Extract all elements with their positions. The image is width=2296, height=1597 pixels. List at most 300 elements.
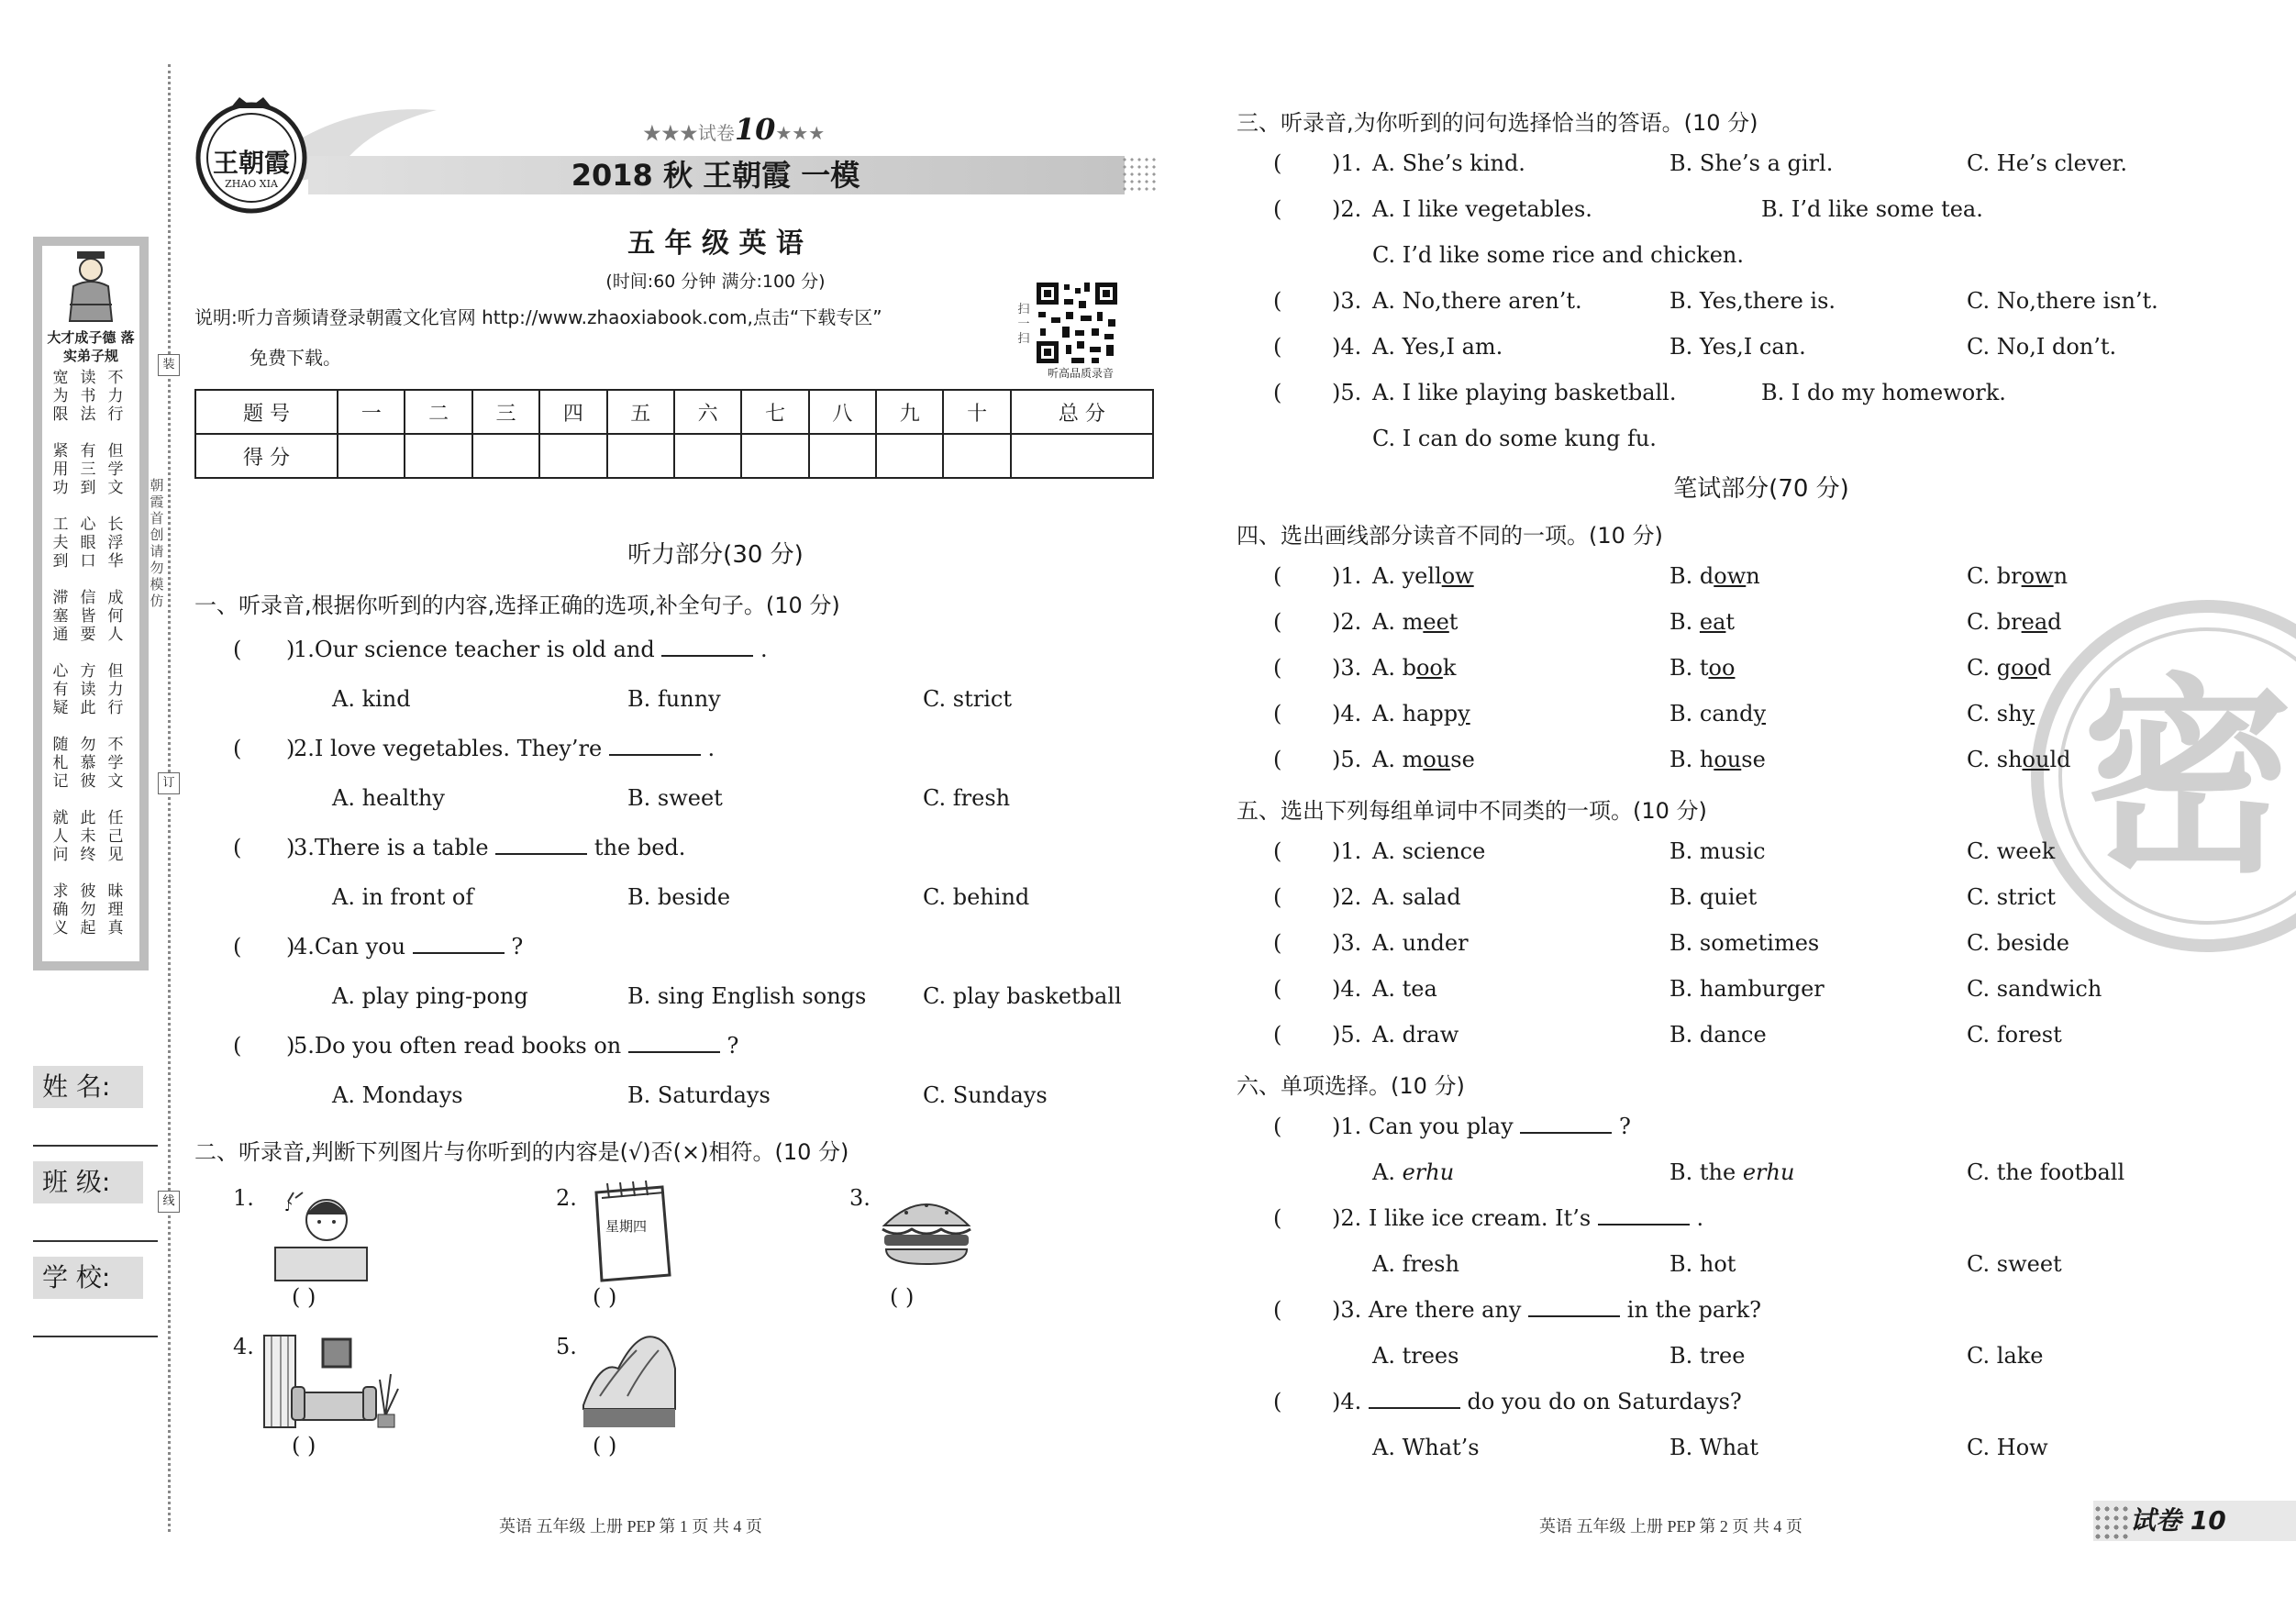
option[interactable] [1967, 1159, 2124, 1185]
motto-column: 信皆要 [80, 589, 96, 644]
motto-column: 滞塞通 [52, 589, 69, 644]
motto-column: 心眼口 [80, 516, 96, 571]
question-stem [294, 736, 715, 761]
option[interactable] [1372, 701, 1470, 726]
score-input-cell[interactable] [674, 434, 741, 478]
underlined-part: ou [1714, 747, 1742, 772]
written-title: 笔试部分(70 分) [1673, 475, 1849, 503]
answer-paren[interactable]: ( [1273, 334, 1282, 360]
option[interactable]: B. I’d like some tea. [1761, 196, 1983, 222]
option-text: A. m [1372, 609, 1424, 635]
question-number: 2. [294, 736, 315, 761]
question-number: )5. [1332, 380, 1362, 405]
option[interactable]: B. quiet [1669, 884, 1758, 910]
footer-right: 英语 五年级 上册 PEP 第 2 页 共 4 页 [1539, 1517, 1802, 1536]
answer-blank[interactable] [628, 1033, 720, 1053]
section2-title: 二、听录音,判断下列图片与你听到的内容是(√)否(×)相符。(10 分) [194, 1139, 849, 1165]
question-number: )2. [1332, 609, 1362, 635]
score-header-cell: 题 号 [195, 390, 338, 434]
option[interactable]: A. under [1372, 930, 1469, 956]
option[interactable] [1372, 609, 1458, 635]
option-text: B. cand [1669, 701, 1754, 726]
answer-blank[interactable] [495, 835, 587, 855]
stem-text: ? [1618, 1114, 1631, 1139]
answer-paren[interactable]: ( [1273, 884, 1282, 910]
option[interactable]: B. sing English songs [627, 983, 867, 1009]
answer-blank[interactable] [609, 736, 701, 756]
answer-paren-close: ) [286, 736, 295, 761]
motto-top: 大才成子德 落实弟子规 [47, 329, 135, 364]
motto-column: 此未终 [80, 809, 96, 864]
underlined-part: ow [1714, 563, 1747, 589]
answer-paren[interactable]: ( [1273, 655, 1282, 681]
answer-paren[interactable]: ( [1273, 380, 1282, 405]
option[interactable] [1669, 1251, 1736, 1277]
option[interactable]: C. beside [1967, 930, 2069, 956]
motto-column: 宽为限 [52, 369, 69, 424]
option-text: B. t [1669, 655, 1709, 681]
score-header-cell: 总 分 [1011, 390, 1153, 434]
score-input-cell[interactable] [809, 434, 876, 478]
question-number: )5. [1332, 747, 1362, 772]
option[interactable]: B. hamburger [1669, 976, 1825, 1002]
scholar-illustration [66, 250, 116, 323]
question-number: )2. [1332, 1205, 1362, 1231]
paper-number [624, 112, 844, 147]
option[interactable] [1372, 1251, 1459, 1277]
living-room-picture [261, 1334, 404, 1429]
answer-paren[interactable]: ( ) [593, 1433, 617, 1458]
option[interactable] [1967, 1435, 2048, 1460]
option-text: C. br [1967, 609, 2022, 635]
answer-blank[interactable] [661, 637, 753, 657]
option-text: C. g [1967, 655, 2012, 681]
stamp-text: 密 [2082, 657, 2294, 902]
motto-column: 勿慕彼 [80, 736, 96, 791]
motto-column: 但学文 [107, 442, 124, 497]
underlined-part: oo [1415, 655, 1443, 681]
question-number: )2. [1332, 196, 1362, 222]
underlined-part: ow [1441, 563, 1474, 589]
answer-paren[interactable]: ( [233, 934, 242, 959]
question-number: )4. [1332, 1389, 1362, 1414]
score-input-cell[interactable] [741, 434, 808, 478]
option[interactable]: C. I’d like some rice and chicken. [1372, 242, 1744, 268]
option[interactable]: B. music [1669, 838, 1766, 864]
answer-paren[interactable]: ( [1273, 196, 1282, 222]
binding-left-text: 朝霞首创 请勿模仿 [150, 477, 164, 609]
answer-paren[interactable]: ( ) [890, 1284, 915, 1310]
score-header-cell: 三 [472, 390, 539, 434]
score-header-cell: 一 [338, 390, 405, 434]
option[interactable] [1669, 655, 1735, 681]
option-text: ld [2049, 747, 2071, 772]
stem-text: Are there any [1368, 1297, 1522, 1323]
underlined-part: ee [1423, 609, 1449, 635]
question-number: )4. [1332, 701, 1362, 726]
answer-paren[interactable]: ( [1273, 1114, 1282, 1139]
section5-title: 五、选出下列每组单词中不同类的一项。(10 分) [1237, 798, 1707, 824]
listening-title: 听力部分(30 分) [627, 541, 804, 569]
section3-title: 三、听录音,为你听到的问句选择恰当的答语。(10 分) [1237, 110, 1758, 136]
option[interactable]: C. No,there isn’t. [1967, 288, 2158, 314]
underlined-part: ea [2021, 609, 2048, 635]
paper-no: 10 [734, 112, 776, 147]
answer-paren-close: ) [286, 637, 295, 662]
question-stem [1332, 1297, 1761, 1323]
answer-paren[interactable]: ( [1273, 747, 1282, 772]
question-number: 3. [294, 835, 315, 860]
answer-blank[interactable] [1520, 1114, 1612, 1134]
option-text: B. [1669, 609, 1700, 635]
question-number: )1. [1332, 1114, 1362, 1139]
option-text: A. yell [1372, 563, 1442, 589]
option[interactable]: B. She’s a girl. [1669, 150, 1834, 176]
binding-line [168, 64, 171, 1532]
option[interactable]: C. He’s clever. [1967, 150, 2128, 176]
option[interactable]: C. Sundays [923, 1082, 1048, 1108]
motto-column: 成何人 [107, 589, 124, 644]
option-text: A. [1372, 1159, 1403, 1185]
answer-paren[interactable]: ( [1273, 976, 1282, 1002]
answer-paren[interactable]: ( ) [292, 1433, 316, 1458]
exam-title: 2018 秋 王朝霞 一模 [571, 158, 860, 193]
section4-title: 四、选出画线部分读音不同的一项。(10 分) [1237, 523, 1663, 549]
option-text: C. sh [1967, 747, 2023, 772]
option[interactable]: B. Yes,there is. [1669, 288, 1836, 314]
logo-sub: ZHAO XIA [225, 178, 278, 190]
option-text: C. lake [1967, 1343, 2044, 1369]
motto-columns [51, 369, 134, 956]
underlined-part: y [2022, 701, 2035, 726]
stem-text: ? [511, 934, 524, 959]
underlined-part: oo [1708, 655, 1736, 681]
name-label: 姓 名: [33, 1066, 143, 1108]
class-field[interactable] [33, 1240, 158, 1242]
question-stem [294, 637, 768, 662]
stem-text: Do you often read books on [314, 1033, 622, 1059]
title-dots [1121, 156, 1158, 194]
option-text: B. the [1669, 1159, 1743, 1185]
answer-paren[interactable]: ( [233, 1033, 242, 1059]
stem-text: do you do on Saturdays? [1467, 1389, 1742, 1414]
stem-text: . [707, 736, 715, 761]
option[interactable] [1967, 655, 2051, 681]
binding-mark: 装 [158, 354, 180, 376]
score-header-cell: 十 [943, 390, 1010, 434]
question-number: 1. [294, 637, 315, 662]
question-stem [294, 934, 523, 959]
option[interactable]: C. behind [923, 884, 1030, 910]
question-number: )1. [1332, 838, 1362, 864]
answer-paren[interactable]: ( [1273, 563, 1282, 589]
option[interactable]: C. sandwich [1967, 976, 2102, 1002]
question-number: )2. [1332, 884, 1362, 910]
stem-text: There is a table [314, 835, 489, 860]
option[interactable] [1669, 563, 1760, 589]
pic-label-4: 4. [233, 1334, 254, 1359]
qr-code-icon [1035, 281, 1119, 365]
motto-column: 紧用功 [52, 442, 69, 497]
option[interactable]: C. fresh [923, 785, 1011, 811]
answer-paren-close: ) [286, 835, 295, 860]
option[interactable]: B. dance [1669, 1022, 1767, 1048]
option[interactable]: C. I can do some kung fu. [1372, 426, 1657, 451]
answer-blank[interactable] [1369, 1389, 1460, 1409]
option-text: B. d [1669, 563, 1714, 589]
option[interactable]: C. strict [1967, 884, 2056, 910]
question-stem [1332, 1205, 1703, 1231]
answer-paren[interactable]: ( ) [292, 1284, 316, 1310]
motto-column: 有三到 [80, 442, 96, 497]
score-header-cell: 九 [876, 390, 943, 434]
binding-mark: 线 [158, 1191, 180, 1213]
question-stem [294, 835, 685, 860]
option-text: C. the football [1967, 1159, 2125, 1185]
option-text: d [2047, 609, 2062, 635]
motto-column: 昧理真 [107, 882, 124, 937]
score-table [194, 389, 1154, 479]
option[interactable] [1967, 609, 2062, 635]
qr-side-text: 扫一扫 [1017, 303, 1030, 346]
option[interactable]: A. No,there aren’t. [1372, 288, 1582, 314]
score-input-cell[interactable] [338, 434, 405, 478]
class-label: 班 级: [33, 1161, 143, 1203]
option[interactable]: A. Mondays [332, 1082, 463, 1108]
option-text: B. h [1669, 747, 1714, 772]
corner-tag: 试卷 10 [2130, 1505, 2226, 1536]
school-label: 学 校: [33, 1257, 143, 1299]
option[interactable]: B. Yes,I can. [1669, 334, 1806, 360]
question-number: )1. [1332, 563, 1362, 589]
motto-column: 不力行 [107, 369, 124, 424]
stem-text: the bed. [593, 835, 686, 860]
question-number: )4. [1332, 334, 1362, 360]
hamburger-picture [879, 1192, 974, 1268]
section1-title: 一、听录音,根据你听到的内容,选择正确的选项,补全句子。(10 分) [194, 593, 840, 618]
option[interactable]: C. forest [1967, 1022, 2062, 1048]
answer-paren[interactable]: ( [1273, 1205, 1282, 1231]
answer-paren[interactable]: ( [1273, 930, 1282, 956]
score-input-cell[interactable] [405, 434, 471, 478]
option[interactable]: A. kind [332, 686, 411, 712]
pic-label-5: 5. [556, 1334, 577, 1359]
option[interactable] [1669, 1343, 1745, 1369]
answer-blank[interactable] [1528, 1297, 1620, 1317]
option[interactable]: B. sweet [627, 785, 723, 811]
score-input-cell[interactable] [1011, 434, 1153, 478]
option-text: d [2037, 655, 2052, 681]
answer-paren[interactable]: ( [1273, 609, 1282, 635]
stem-text: . [1696, 1205, 1704, 1231]
time-info: (时间:60 分钟 满分:100 分) [605, 272, 826, 292]
option[interactable] [1967, 1251, 2062, 1277]
girl-listening-picture [266, 1183, 376, 1284]
option[interactable]: C. No,I don’t. [1967, 334, 2117, 360]
answer-paren[interactable]: ( [1273, 1297, 1282, 1323]
answer-paren[interactable]: ( [1273, 150, 1282, 176]
answer-paren[interactable]: ( [1273, 288, 1282, 314]
option-text: B. What [1669, 1435, 1758, 1460]
option[interactable] [1967, 701, 2035, 726]
option-text: t [1448, 609, 1459, 635]
option[interactable] [1372, 1435, 1480, 1460]
question-number: )1. [1332, 150, 1362, 176]
stem-text: . [760, 637, 768, 662]
score-label-cell: 得 分 [195, 434, 338, 478]
stem-text: ? [727, 1033, 739, 1059]
answer-paren[interactable]: ( [1273, 701, 1282, 726]
answer-paren[interactable]: ( [233, 736, 242, 761]
motto-column: 随札记 [52, 736, 69, 791]
option[interactable]: A. science [1372, 838, 1486, 864]
option-text: t [1725, 609, 1736, 635]
score-input-cell[interactable] [607, 434, 674, 478]
question-number: )4. [1332, 976, 1362, 1002]
question-number: )3. [1332, 930, 1362, 956]
stem-text: Our science teacher is old and [314, 637, 655, 662]
score-header-cell: 八 [809, 390, 876, 434]
score-input-cell[interactable] [472, 434, 539, 478]
option[interactable]: A. healthy [332, 785, 445, 811]
stem-text: Can you [314, 934, 406, 959]
answer-paren[interactable]: ( [1273, 838, 1282, 864]
answer-blank[interactable] [413, 934, 505, 954]
underlined-part: y [1458, 701, 1470, 726]
score-header-cell: 二 [405, 390, 471, 434]
option[interactable]: A. I like playing basketball. [1372, 380, 1677, 405]
option[interactable]: A. in front of [332, 884, 474, 910]
option[interactable]: A. salad [1372, 884, 1461, 910]
question-number: )3. [1332, 288, 1362, 314]
option-text: A. What’s [1372, 1435, 1480, 1460]
option[interactable] [1669, 609, 1735, 635]
option[interactable] [1372, 563, 1474, 589]
option-text: A. b [1372, 655, 1416, 681]
name-field[interactable] [33, 1145, 158, 1147]
answer-blank[interactable] [1598, 1205, 1690, 1225]
score-input-cell[interactable] [876, 434, 943, 478]
score-input-cell[interactable] [539, 434, 606, 478]
option[interactable] [1372, 655, 1456, 681]
score-header-row [195, 390, 1153, 434]
option-text: C. How [1967, 1435, 2048, 1460]
option[interactable]: B. beside [627, 884, 731, 910]
option[interactable]: C. week [1967, 838, 2056, 864]
option[interactable]: A. tea [1372, 976, 1437, 1002]
option[interactable] [1669, 1159, 1794, 1185]
question-number: 4. [294, 934, 315, 959]
question-number: 5. [294, 1033, 315, 1059]
qr-caption: 听高品质录音 [1047, 367, 1114, 380]
option[interactable]: A. Yes,I am. [1372, 334, 1503, 360]
option-text: n [2053, 563, 2069, 589]
section6-title: 六、单项选择。(10 分) [1237, 1073, 1465, 1099]
option[interactable] [1967, 563, 2068, 589]
score-header-cell: 七 [741, 390, 808, 434]
answer-paren[interactable]: ( [233, 835, 242, 860]
option[interactable]: B. I do my homework. [1761, 380, 2006, 405]
calendar-text: 星期四 [605, 1218, 648, 1235]
motto-column: 工夫到 [52, 516, 69, 571]
answer-paren-close: ) [286, 934, 295, 959]
option[interactable] [1372, 1159, 1454, 1185]
stem-text: in the park? [1626, 1297, 1762, 1323]
motto-column: 读书法 [80, 369, 96, 424]
option[interactable]: A. I like vegetables. [1372, 196, 1592, 222]
note-line1: 说明:听力音频请登录朝霞文化官网 http://www.zhaoxiabook.com,点击“下载专区” [194, 306, 882, 328]
underlined-part: ou [2022, 747, 2050, 772]
answer-paren[interactable]: ( [1273, 1389, 1282, 1414]
underlined-part: y [1753, 701, 1767, 726]
stem-text: I love vegetables. They’re [314, 736, 603, 761]
option-text: se [1450, 747, 1475, 772]
pic-label-1: 1. [233, 1185, 254, 1211]
motto-column: 长浮华 [107, 516, 124, 571]
score-input-cell[interactable] [943, 434, 1010, 478]
answer-paren[interactable]: ( [233, 637, 242, 662]
option[interactable] [1967, 747, 2071, 772]
motto-column: 但力行 [107, 662, 124, 717]
mountain-picture [582, 1332, 677, 1429]
paper-no-suffix: ★★★ [775, 122, 826, 144]
option[interactable] [1669, 1435, 1758, 1460]
option[interactable] [1967, 1343, 2044, 1369]
option[interactable] [1372, 1343, 1459, 1369]
option[interactable]: B. sometimes [1669, 930, 1820, 956]
option[interactable] [1372, 747, 1475, 772]
score-value-row [195, 434, 1153, 478]
underlined-part: ea [1699, 609, 1726, 635]
stem-text: Can you play [1368, 1114, 1514, 1139]
motto-column: 不学文 [107, 736, 124, 791]
option[interactable] [1669, 747, 1766, 772]
option[interactable]: A. She’s kind. [1372, 150, 1525, 176]
paper-no-prefix: ★★★试卷 [642, 122, 735, 144]
motto-column: 彼勿起 [80, 882, 96, 937]
answer-paren[interactable]: ( [1273, 1022, 1282, 1048]
motto-column: 方读此 [80, 662, 96, 717]
option[interactable]: C. play basketball [923, 983, 1122, 1009]
option[interactable] [1669, 701, 1766, 726]
option-text: n [1746, 563, 1760, 589]
option-text: A. happ [1372, 701, 1459, 726]
underlined-part: ou [1423, 747, 1451, 772]
option-text: A. fresh [1372, 1251, 1459, 1277]
option[interactable]: B. Saturdays [627, 1082, 771, 1108]
answer-paren-close: ) [286, 1033, 295, 1059]
option-text: k [1442, 655, 1457, 681]
corner-dots [2093, 1504, 2130, 1541]
option-text: C. sweet [1967, 1251, 2062, 1277]
pic-label-3: 3. [849, 1185, 871, 1211]
option-text: C. sh [1967, 701, 2023, 726]
question-stem [1332, 1114, 1631, 1139]
answer-paren[interactable]: ( ) [593, 1284, 617, 1310]
underlined-part: ow [2021, 563, 2054, 589]
option[interactable]: A. draw [1372, 1022, 1459, 1048]
subject-title: 五 年 级 英 语 [627, 227, 804, 260]
score-header-cell: 六 [674, 390, 741, 434]
option-text: B. hot [1669, 1251, 1736, 1277]
option[interactable]: A. play ping-pong [332, 983, 528, 1009]
question-stem [1332, 1389, 1742, 1414]
option[interactable]: C. strict [923, 686, 1012, 712]
option-text: B. tree [1669, 1343, 1746, 1369]
option[interactable]: B. funny [627, 686, 721, 712]
question-number: )3. [1332, 655, 1362, 681]
school-field[interactable] [33, 1336, 158, 1337]
